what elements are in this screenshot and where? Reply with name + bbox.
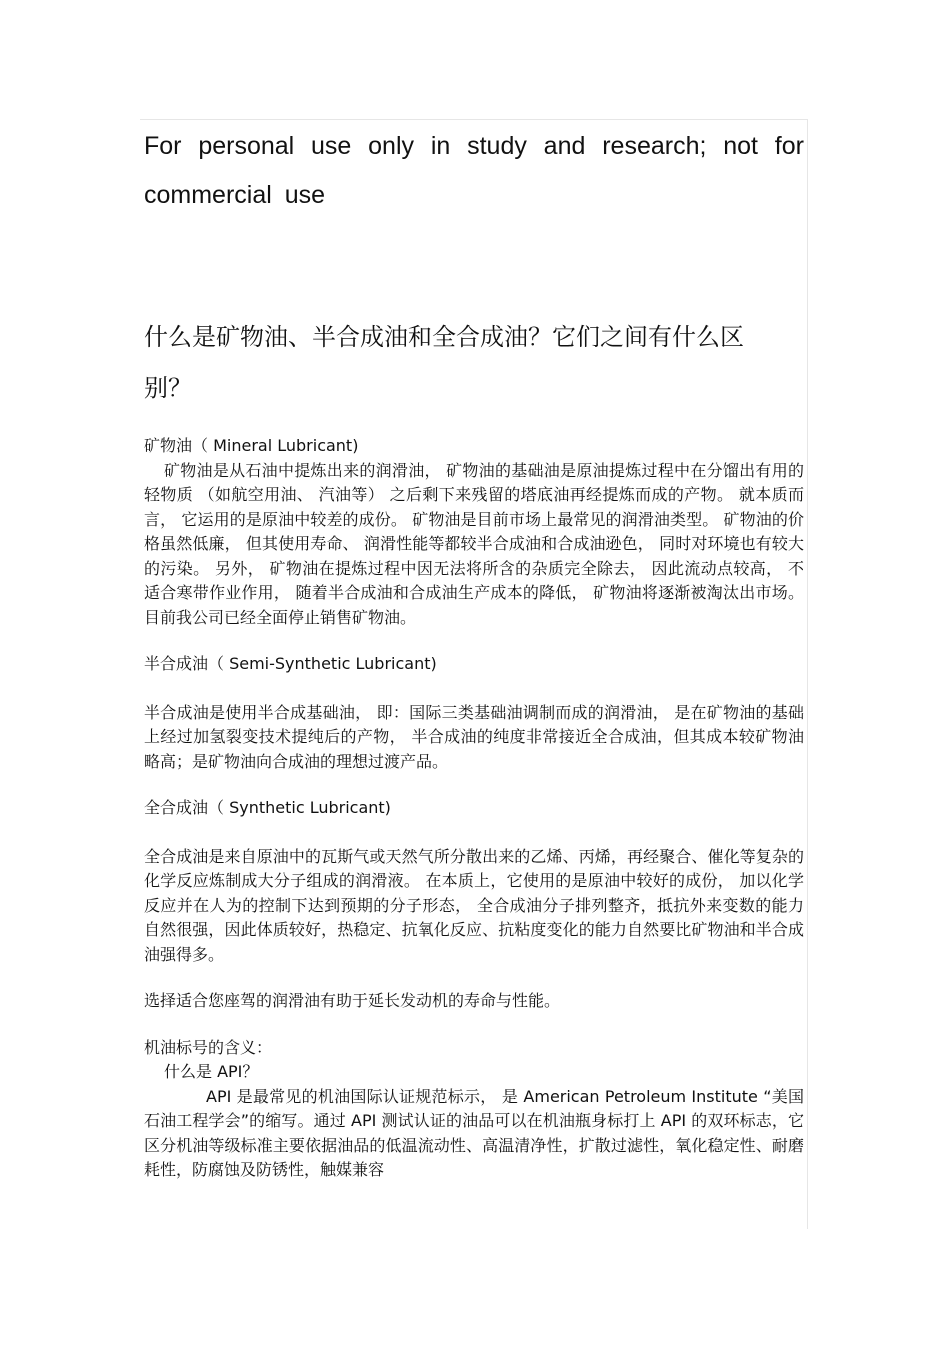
api-body-text: 是最常见的机油国际认证规范标示， 是 American Petroleum Institute “美国石油工程学会”的缩写。通过 API 测试认证的油品可以在机油瓶身标打上 API 的双环标志，它区分机油等级标准主要依据油品的低温流动性、高温清净性，扩散过滤性，氧化稳定性、耐磨耗性，防腐蚀及防锈性，触媒兼容 [144,1086,804,1179]
paragraph-api [144,1085,804,1183]
section-heading-synthetic: 全合成油（ Synthetic Lubricant) [144,798,391,817]
paragraph-synthetic: 全合成油是来自原油中的瓦斯气或天然气所分散出来的乙烯、丙烯，再经聚合、催化等复杂的化学反应炼制成大分子组成的润滑液。 在本质上，它使用的是原油中较好的成份， 加以化学反应并在人为的控制下达到预期的分子形态， 全合成油分子排列整齐，抵抗外来变数的能力自然很强，因此体质较好，热稳定、抗氧化反应、抗粘度变化的能力自然要比矿物油和半合成油强得多。 [144,846,804,964]
paragraph-mineral: 矿物油是从石油中提炼出来的润滑油， 矿物油的基础油是原油提炼过程中在分馏出有用的轻物质 （如航空用油、 汽油等） 之后剩下来残留的塔底油再经提炼而成的产物。 就本质而言， 它运用的是原油中较差的成份。 矿物油是目前市场上最常见的润滑油类型。 矿物油的价格虽然低廉， 但其使用寿命、 润滑性能等都较半合成油和合成油逊色， 同时对环境也有较大的污染。 另外， 矿物油在提炼过程中因无法将所含的杂质完全除去， 因此流动点较高， 不适合寒带作业作用， 随着半合成油和合成油生产成本的降低， 矿物油将逐渐被淘汰出市场。 目前我公司已经全面停止销售矿物油。 [144,460,804,627]
page-title: 什么是矿物油、半合成油和全合成油？它们之间有什么区别？ [144,323,744,402]
api-question: 什么是 API？ [164,1062,259,1081]
section-heading-semi-synthetic: 半合成油（ Semi-Synthetic Lubricant) [144,654,437,673]
document-body [144,434,804,1183]
paragraph-semi-synthetic: 半合成油是使用半合成基础油， 即：国际三类基础油调制而成的润滑油， 是在矿物油的基础上经过加氢裂变技术提纯后的产物， 半合成油的纯度非常接近全合成油，但其成本较矿物油略高；是矿物油向合成油的理想过渡产品。 [144,702,804,771]
section-heading-mineral: 矿物油（ Mineral Lubricant) [144,436,359,455]
api-lead-text: API [206,1086,232,1106]
section-heading-oil-label: 机油标号的含义： [144,1037,273,1057]
disclaimer-text: For personal use only in study and research; not for commercial use [144,132,804,209]
document-content [144,122,804,1179]
advice-text: 选择适合您座驾的润滑油有助于延长发动机的寿命与性能。 [144,991,561,1010]
